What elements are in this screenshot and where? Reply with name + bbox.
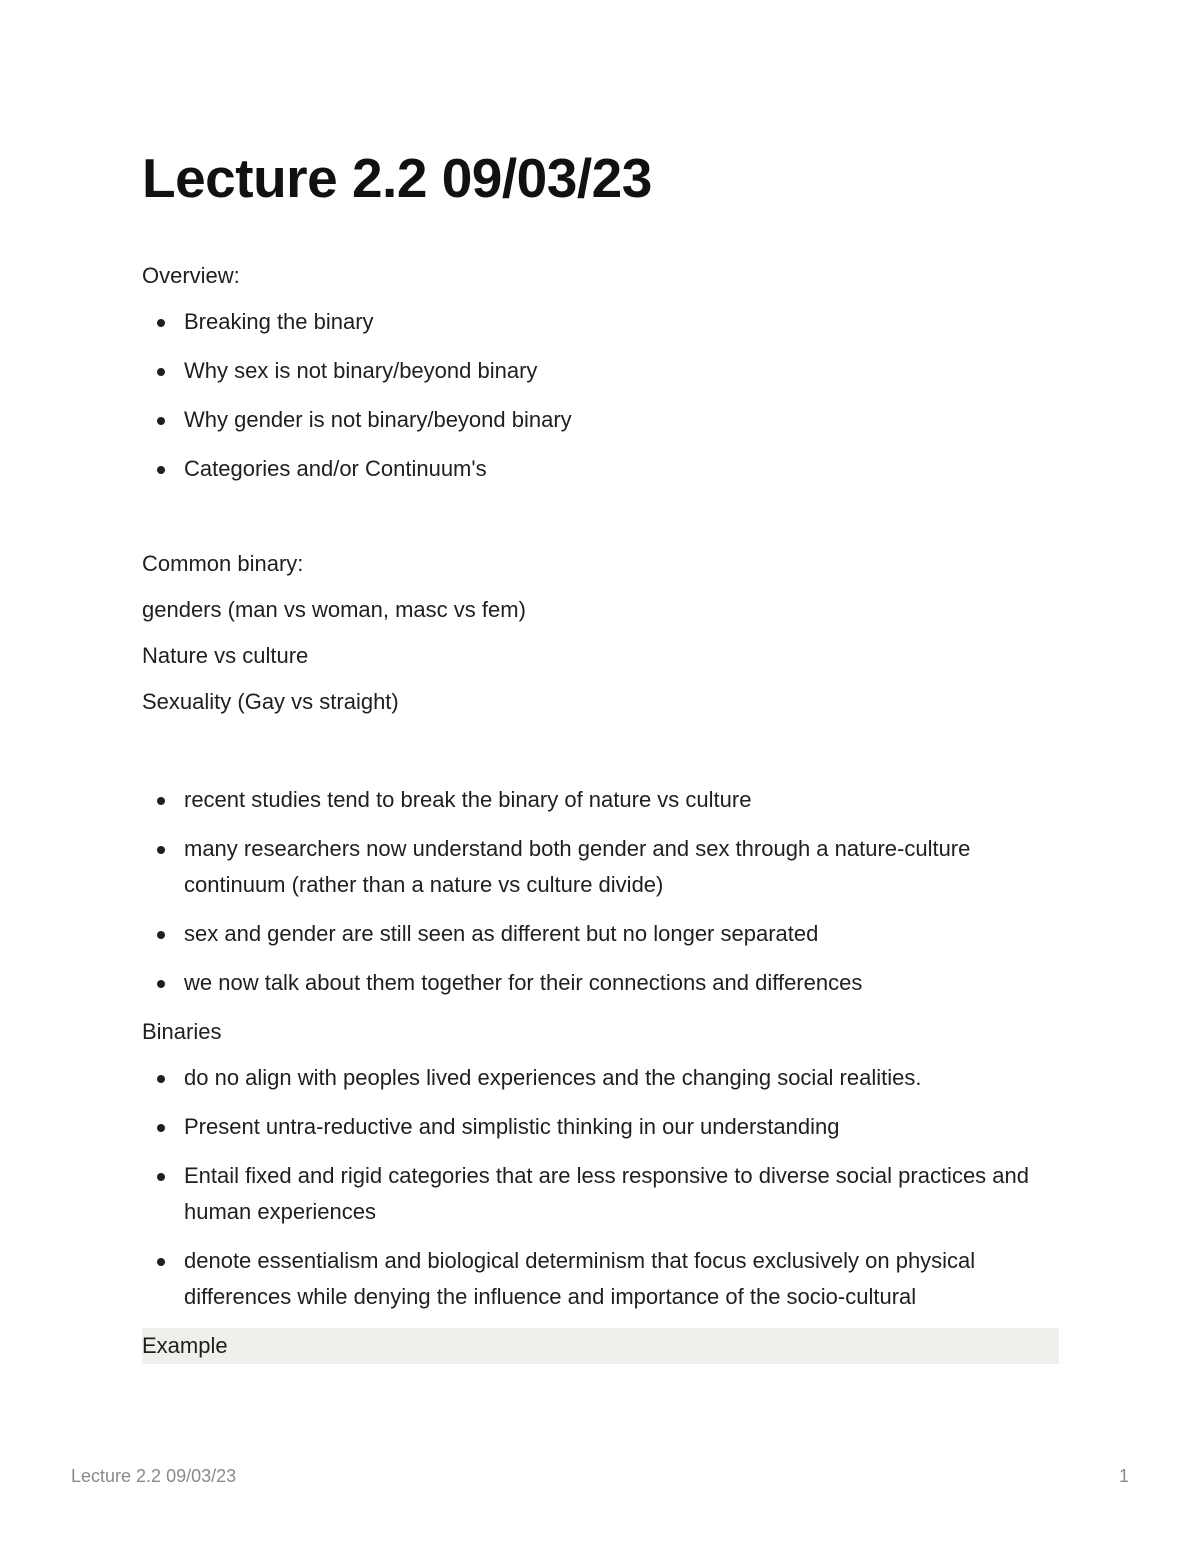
- common-binary-line: Nature vs culture: [142, 643, 309, 668]
- spacer: [142, 730, 1059, 782]
- page-number: 1: [1118, 1466, 1129, 1486]
- common-binary-label: Common binary:: [142, 551, 304, 576]
- example-heading: Example: [142, 1328, 1059, 1364]
- overview-label: Overview:: [142, 263, 240, 288]
- common-binary-line: Sexuality (Gay vs straight): [142, 689, 399, 714]
- document-body: [142, 142, 1059, 1364]
- page-title: Lecture 2.2 09/03/23: [142, 147, 652, 209]
- list-item: Entail fixed and rigid categories that are less responsive to diverse social practices and human experiences: [142, 1158, 1059, 1230]
- binaries-list: [142, 1060, 1059, 1315]
- studies-list: [142, 782, 1059, 1001]
- list-item: Categories and/or Continuum's: [142, 451, 1059, 487]
- list-item: many researchers now understand both gender and sex through a nature-culture continuum (rather than a nature vs culture divide): [142, 831, 1059, 903]
- common-binary-line: genders (man vs woman, masc vs fem): [142, 597, 526, 622]
- list-item: do no align with peoples lived experiences and the changing social realities.: [142, 1060, 1059, 1096]
- list-item: Present untra-reductive and simplistic thinking in our understanding: [142, 1109, 1059, 1145]
- list-item: Why gender is not binary/beyond binary: [142, 402, 1059, 438]
- list-item: denote essentialism and biological determinism that focus exclusively on physical differences while denying the influence and importance of the socio-cultural: [142, 1243, 1059, 1315]
- list-item: Breaking the binary: [142, 304, 1059, 340]
- list-item: recent studies tend to break the binary of nature vs culture: [142, 782, 1059, 818]
- overview-list: [142, 304, 1059, 487]
- list-item: sex and gender are still seen as different but no longer separated: [142, 916, 1059, 952]
- list-item: Why sex is not binary/beyond binary: [142, 353, 1059, 389]
- binaries-label: Binaries: [142, 1019, 222, 1044]
- spacer: [142, 500, 1059, 546]
- footer-title: Lecture 2.2 09/03/23: [71, 1466, 237, 1486]
- list-item: we now talk about them together for their connections and differences: [142, 965, 1059, 1001]
